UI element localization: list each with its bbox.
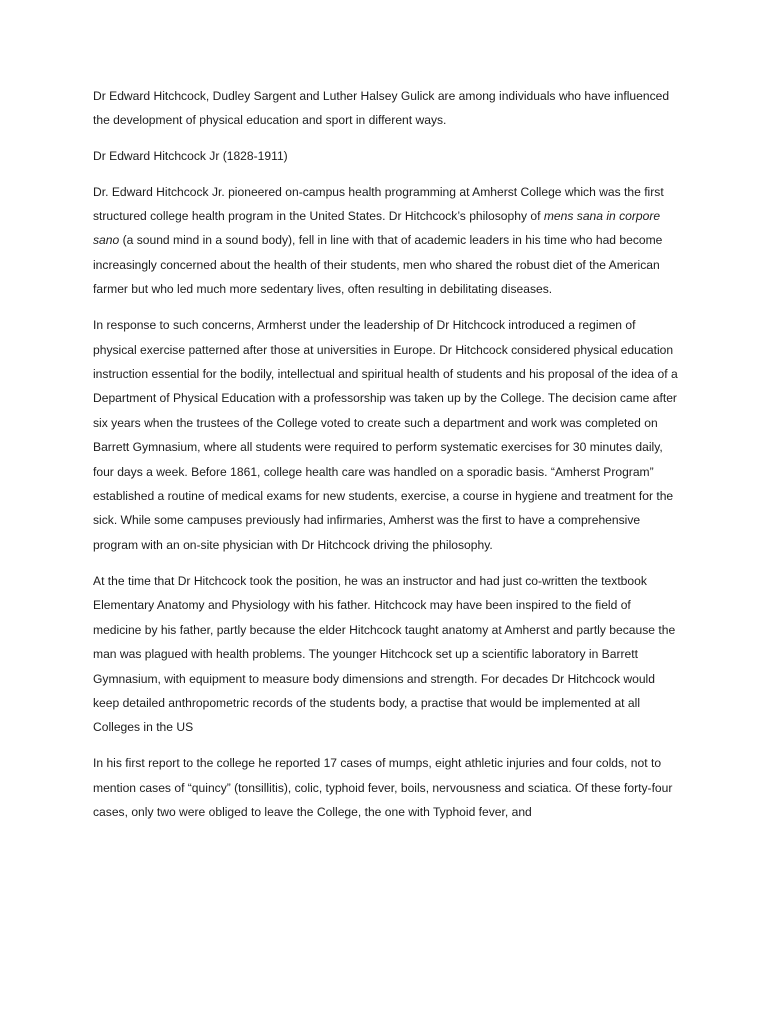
biography-text-end: (a sound mind in a sound body), fell in line with that of academic leaders in his time who had become increasingly concerned about the health of their students, men who shared the robust diet of the American farmer but who led much more sedentary lives, often resulting in debilitating diseases. (93, 233, 663, 297)
biography-paragraph (93, 180, 678, 302)
amherst-program-paragraph: In response to such concerns, Armherst under the leadership of Dr Hitchcock introduced a regimen of physical exercise patterned after those at universities in Europe. Dr Hitchcock considered physical education instruction essential for the bodily, intellectual and spiritual health of students and his proposal of the idea of a Department of Physical Education with a professorship was taken up by the College. The decision came after six years when the trustees of the College voted to create such a department and work was completed on Barrett Gymnasium, where all students were required to perform systematic exercises for 30 minutes daily, four days a week. Before 1861, college health care was handled on a sporadic basis. “Amherst Program” established a routine of medical exams for new students, exercise, a course in hygiene and treatment for the sick. While some campuses previously had infirmaries, Amherst was the first to have a comprehensive program with an on-site physician with Dr Hitchcock driving the philosophy. (93, 318, 678, 552)
intro-paragraph: Dr Edward Hitchcock, Dudley Sargent and Luther Halsey Gulick are among individuals who have influenced the development of physical education and sport in different ways. (93, 89, 670, 128)
first-report-paragraph: In his first report to the college he reported 17 cases of mumps, eight athletic injuries and four colds, not to mention cases of “quincy” (tonsillitis), colic, typhoid fever, boils, nervousness and sciatica. Of these forty-four cases, only two were obliged to leave the College, the one with Typhoid fever, and (93, 756, 673, 820)
laboratory-paragraph: At the time that Dr Hitchcock took the position, he was an instructor and had just co-written the textbook Elementary Anatomy and Physiology with his father. Hitchcock may have been inspired to the field of medicine by his father, partly because the elder Hitchcock taught anatomy at Amherst and partly because the man was plagued with health problems. The younger Hitchcock set up a scientific laboratory in Barrett Gymnasium, with equipment to measure body dimensions and strength. For decades Dr Hitchcock would keep detailed anthropometric records of the students body, a practise that would be implemented at all Colleges in the US (93, 573, 676, 735)
biography-text-start: Dr. Edward Hitchcock Jr. pioneered on-campus health programming at Amherst College which was the first structured college health program in the United States. Dr Hitchcock’s philosophy of (93, 184, 664, 224)
document-body (93, 84, 678, 836)
latin-motto: mens sana in corpore sano (93, 209, 661, 248)
section-heading: Dr Edward Hitchcock Jr (1828-1911) (93, 149, 288, 164)
